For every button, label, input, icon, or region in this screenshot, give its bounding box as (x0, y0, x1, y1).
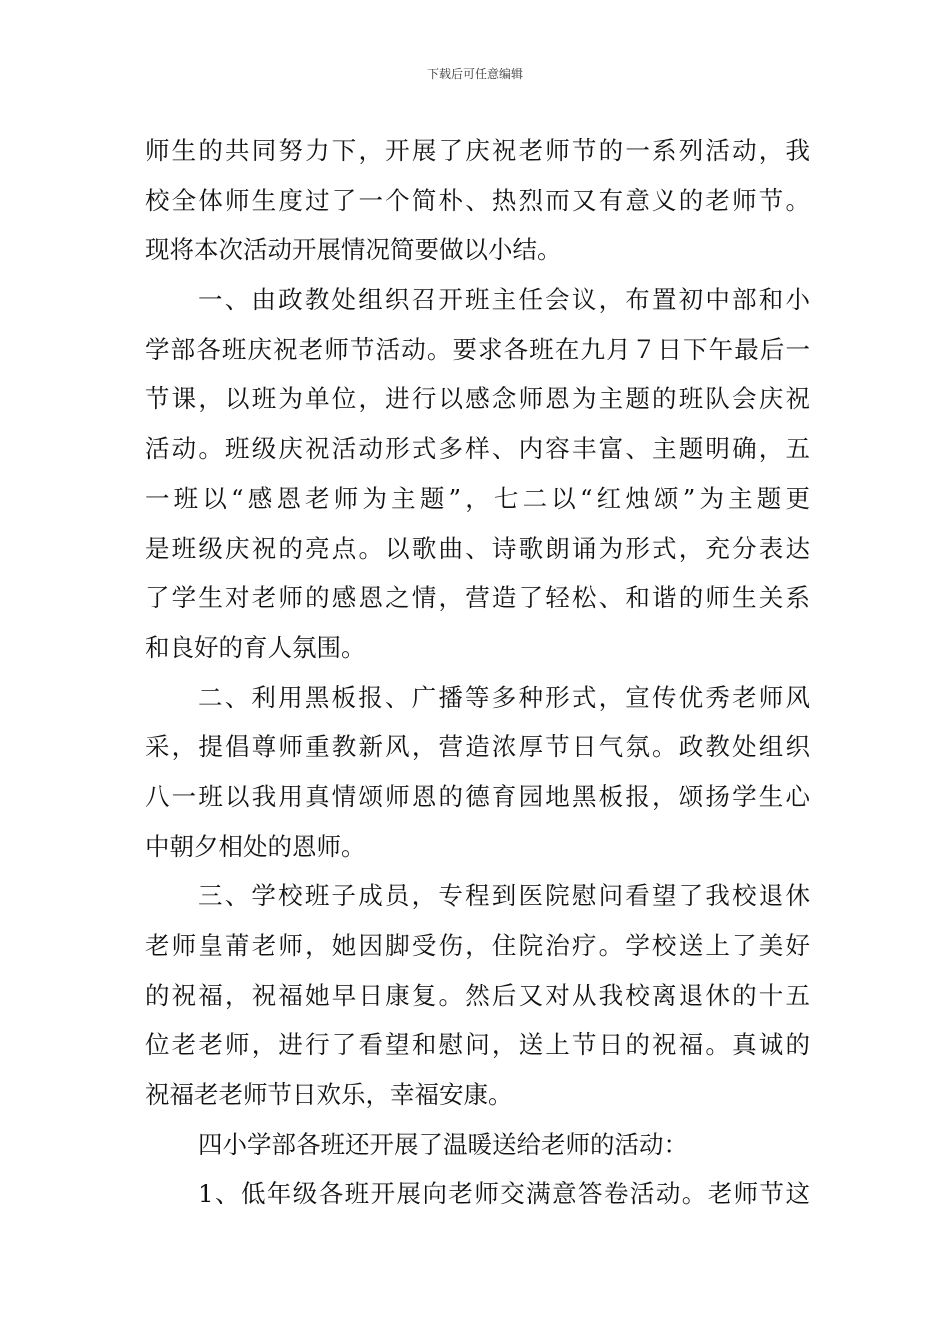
text-line: 采，提倡尊师重教新风，营造浓厚节日气氛。政教处组织 (145, 732, 810, 762)
text-line: 学部各班庆祝老师节活动。要求各班在九月７日下午最后一 (145, 334, 810, 364)
paragraph-start-line: 一、由政教处组织召开班主任会议，布置初中部和小 (198, 285, 810, 315)
text-line: 节课，以班为单位，进行以感念师恩为主题的班队会庆祝 (145, 384, 810, 414)
text-line: 八一班以我用真情颂师恩的德育园地黑板报，颂扬学生心 (145, 781, 810, 811)
paragraph-start-line: 1、低年级各班开展向老师交满意答卷活动。老师节这 (198, 1179, 810, 1209)
text-line: 的祝福，祝福她早日康复。然后又对从我校离退休的十五 (145, 980, 810, 1010)
paragraph-start-line: 二、利用黑板报、广播等多种形式，宣传优秀老师风 (198, 682, 810, 712)
text-line: 和良好的育人氛围。 (145, 632, 366, 662)
paragraph-start-line: 三、学校班子成员，专程到医院慰问看望了我校退休 (198, 881, 810, 911)
text-line: 活动。班级庆祝活动形式多样、内容丰富、主题明确，五 (145, 434, 810, 464)
text-line: 师生的共同努力下，开展了庆祝老师节的一系列活动，我 (145, 136, 810, 165)
text-line: 中朝夕相处的恩师。 (145, 831, 366, 861)
page-header-note: 下载后可任意编辑 (426, 67, 523, 81)
text-line: 祝福老老师节日欢乐，幸福安康。 (145, 1080, 513, 1110)
text-line: 校全体师生度过了一个简朴、热烈而又有意义的老师节。 (145, 185, 810, 215)
text-line: 现将本次活动开展情况简要做以小结。 (145, 235, 562, 265)
paragraph-start-line: 四小学部各班还开展了温暖送给老师的活动： (198, 1129, 688, 1159)
document-body (145, 126, 810, 1219)
text-line: 了学生对老师的感恩之情，营造了轻松、和谐的师生关系 (145, 583, 810, 613)
text-line: 位老老师，进行了看望和慰问，送上节日的祝福。真诚的 (145, 1030, 810, 1060)
text-line: 老师皇莆老师，她因脚受伤，住院治疗。学校送上了美好 (145, 931, 810, 960)
text-line: 一班以“感恩老师为主题”，七二以“红烛颂”为主题更 (145, 483, 810, 513)
text-line: 是班级庆祝的亮点。以歌曲、诗歌朗诵为形式，充分表达 (145, 533, 810, 563)
